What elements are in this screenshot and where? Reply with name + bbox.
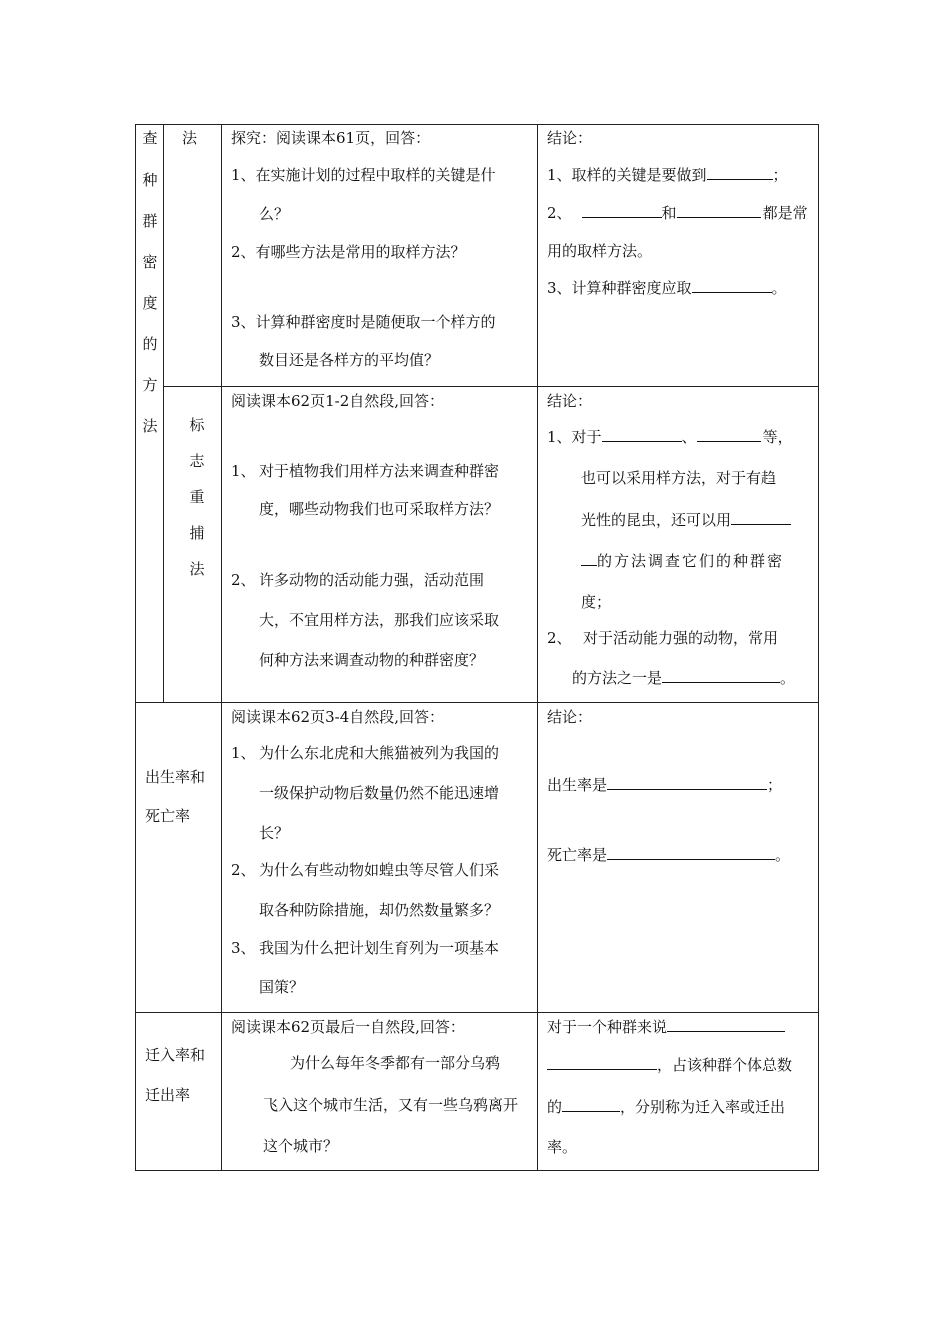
question-text: 一级保护动物后数量仍然不能迅速增 <box>259 784 500 802</box>
fill-blank[interactable] <box>707 165 773 180</box>
question-text: 2、有哪些方法是常用的取样方法？ <box>231 243 466 261</box>
col-divider-2 <box>537 124 538 1171</box>
table-border-right <box>818 124 819 1171</box>
section-label-char: 的 <box>142 335 158 353</box>
row-divider-sub <box>163 386 819 387</box>
table-border-top <box>135 124 819 125</box>
conclusion-title: 结论： <box>547 129 593 147</box>
conclusion-line: 2、 和 都是常 <box>547 204 808 222</box>
fill-blank[interactable] <box>607 845 775 860</box>
conclusion-line: 也可以采用样方法，对于有趋 <box>581 469 777 487</box>
migration-label: 迁出率 <box>145 1086 191 1104</box>
sub-method-label: 法 <box>182 129 198 147</box>
conclusion-line: 度； <box>581 593 612 611</box>
question-text: 数目还是各样方的平均值？ <box>259 351 440 369</box>
section-label-char: 法 <box>142 417 158 435</box>
question-text: 大，不宜用样方法，那我们应该采取 <box>259 611 500 629</box>
conclusion-line: 光性的昆虫，还可以用 <box>581 510 791 530</box>
question-text: 度，哪些动物我们也可采取样方法？ <box>259 500 500 518</box>
conclusion-line: 死亡率是 。 <box>547 846 791 864</box>
fill-blank[interactable] <box>602 427 682 442</box>
conclusion-line: 用的取样方法。 <box>547 242 653 260</box>
question-num: 1、 <box>231 744 256 762</box>
question-num: 1、 <box>231 462 256 480</box>
conclusion-title: 结论： <box>547 392 593 410</box>
fill-blank[interactable] <box>692 278 772 293</box>
question-text: 对于植物我们用样方法来调查种群密 <box>259 462 500 480</box>
question-num: 2、 <box>231 571 256 589</box>
question-text: 为什么每年冬季都有一部分乌鸦 <box>290 1054 501 1072</box>
question-text: 许多动物的活动能力强，活动范围 <box>259 571 485 589</box>
question-title: 阅读课本62页1-2自然段,回答： <box>231 392 445 410</box>
col-divider-sub <box>163 124 164 703</box>
mark-recapture-label-char: 捕 <box>189 524 205 542</box>
section-label-char: 方 <box>142 376 158 394</box>
mark-recapture-label-char: 标 <box>189 416 205 434</box>
migration-label: 迁入率和 <box>145 1046 206 1064</box>
question-text: 飞入这个城市生活，又有一些乌鸦离开 <box>263 1096 519 1114</box>
mark-recapture-label-char: 志 <box>189 452 205 470</box>
fill-blank[interactable] <box>582 203 662 218</box>
section-label-char: 种 <box>142 171 158 189</box>
section-label-char: 群 <box>142 212 158 230</box>
row-divider-1 <box>135 702 819 703</box>
row-divider-2 <box>135 1012 819 1013</box>
question-text: 1、在实施计划的过程中取样的关键是什 <box>231 166 496 184</box>
fill-blank[interactable] <box>677 203 761 218</box>
question-text: 这个城市？ <box>263 1137 339 1155</box>
fill-blank[interactable] <box>731 510 791 525</box>
fill-blank[interactable] <box>667 1017 785 1032</box>
birth-death-label: 出生率和 <box>145 768 206 786</box>
question-text: 长？ <box>259 824 290 842</box>
question-text: 3、计算种群密度时是随便取一个样方的 <box>231 313 496 331</box>
conclusion-line: 对于一个种群来说 <box>547 1017 785 1037</box>
fill-blank[interactable] <box>547 1055 657 1070</box>
question-title: 探究：阅读课本61页，回答： <box>231 129 431 147</box>
table-border-bottom <box>135 1170 819 1171</box>
conclusion-line: 的方法之一是 。 <box>572 669 796 687</box>
conclusion-line: 对于活动能力强的动物，常用 <box>583 629 779 647</box>
question-num: 2、 <box>231 861 256 879</box>
conclusion-line: 率。 <box>547 1138 578 1156</box>
conclusion-title: 结论： <box>547 708 593 726</box>
conclusion-line: 的 ，分别称为迁入率或迁出 <box>547 1098 786 1116</box>
col-divider-1 <box>221 124 222 1171</box>
fill-blank[interactable] <box>697 427 761 442</box>
conclusion-line: 3、计算种群密度应取 。 <box>547 279 787 297</box>
question-text: 为什么东北虎和大熊猫被列为我国的 <box>259 744 500 762</box>
question-title: 阅读课本62页3-4自然段,回答： <box>231 708 445 726</box>
mark-recapture-label-char: 重 <box>189 488 205 506</box>
section-label-char: 查 <box>142 129 158 147</box>
question-text: 么？ <box>259 205 290 223</box>
fill-blank[interactable] <box>581 551 597 566</box>
fill-blank[interactable] <box>662 668 780 683</box>
question-num: 3、 <box>231 939 256 957</box>
conclusion-line: 出生率是 ； <box>547 776 783 794</box>
conclusion-line: 1、对于 、 等， <box>547 428 793 446</box>
question-title: 阅读课本62页最后一自然段,回答： <box>231 1018 465 1036</box>
table-border-left <box>135 124 136 1171</box>
conclusion-line: 1、取样的关键是要做到 ； <box>547 166 788 184</box>
birth-death-label: 死亡率 <box>145 807 191 825</box>
section-label-char: 密 <box>142 253 158 271</box>
fill-blank[interactable] <box>562 1097 620 1112</box>
question-text: 国策？ <box>259 978 305 996</box>
question-text: 取各种防除措施，却仍然数量繁多？ <box>259 901 500 919</box>
mark-recapture-label-char: 法 <box>189 560 205 578</box>
conclusion-line: 的方法调查它们的种群密 <box>581 551 784 571</box>
section-label-char: 度 <box>142 294 158 312</box>
conclusion-num: 2、 <box>547 629 572 647</box>
question-text: 为什么有些动物如蝗虫等尽管人们采 <box>259 861 500 879</box>
question-text: 何种方法来调查动物的种群密度？ <box>259 651 485 669</box>
question-text: 我国为什么把计划生育列为一项基本 <box>259 939 500 957</box>
conclusion-line: ，占该种群个体总数 <box>547 1055 792 1075</box>
fill-blank[interactable] <box>607 775 767 790</box>
